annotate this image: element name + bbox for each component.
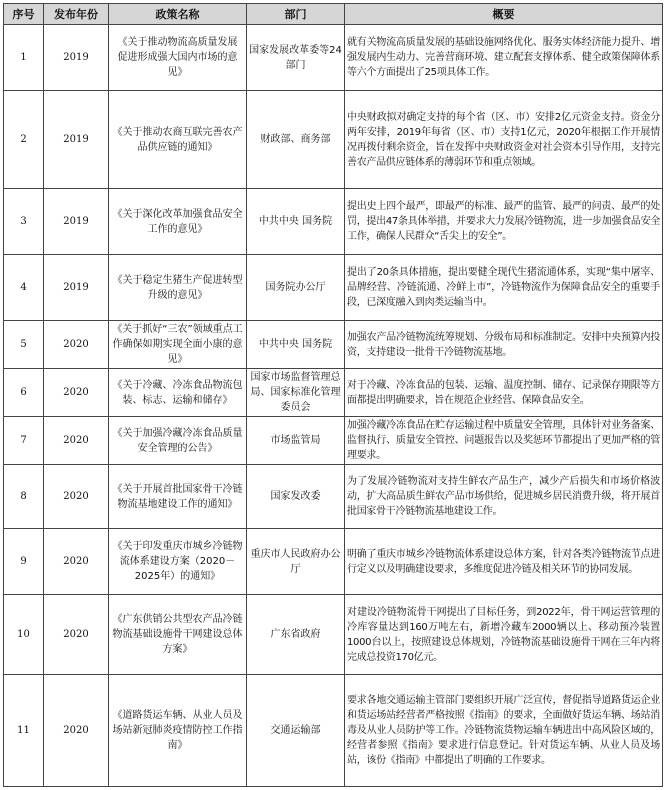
table-row <box>4 529 663 595</box>
row-department: 国家发改委 <box>247 465 345 529</box>
table-row <box>4 595 663 675</box>
header-summary: 概要 <box>345 4 663 25</box>
row-summary: 中央财政拟对确定支持的每个省（区、市）安排2亿元资金支持。资金分两年安排，2019年每省（区、市）支持1亿元，2020年根据工作开展情况再拨付剩余资金，旨在发挥中央财政资金对社会资本引导作用，支持完善农产品供应链体系的薄弱环节和重点领域。 <box>345 91 663 189</box>
row-year: 2020 <box>44 465 109 529</box>
row-summary: 提出史上四个最严，即最严的标准、最严的监管、最严的问责、最严的处罚，提出47条具体举措，并要求大力发展冷链物流，进一步加强食品安全工作，确保人民群众“舌尖上的安全”。 <box>345 189 663 255</box>
table-row <box>4 675 663 787</box>
table-row <box>4 25 663 91</box>
row-policy-name: 《关于印发重庆市城乡冷链物流体系建设方案（2020－2025年）的通知》 <box>109 529 247 595</box>
row-year: 2019 <box>44 189 109 255</box>
row-year: 2019 <box>44 25 109 91</box>
row-department: 重庆市人民政府办公厅 <box>247 529 345 595</box>
row-policy-name: 《关于推动物流高质量发展 促进形成强大国内市场的意见》 <box>109 25 247 91</box>
row-serial: 3 <box>4 189 44 255</box>
row-year: 2020 <box>44 369 109 417</box>
row-department: 财政部、商务部 <box>247 91 345 189</box>
row-serial: 6 <box>4 369 44 417</box>
row-year: 2020 <box>44 675 109 787</box>
header-policy-name: 政策名称 <box>109 4 247 25</box>
row-serial: 4 <box>4 255 44 321</box>
row-policy-name: 《关于开展首批国家骨干冷链物流基地建设工作的通知》 <box>109 465 247 529</box>
table-row <box>4 369 663 417</box>
table-row <box>4 91 663 189</box>
row-policy-name: 《关于冷藏、冷冻食品物流包装、标志、运输和储存》 <box>109 369 247 417</box>
row-year: 2020 <box>44 595 109 675</box>
row-year: 2020 <box>44 417 109 465</box>
row-summary: 加强农产品冷链物流统筹规划、分级布局和标准制定。安排中央预算内投资，支持建设一批骨干冷链物流基地。 <box>345 321 663 369</box>
header-serial: 序号 <box>4 4 44 25</box>
policy-table <box>3 3 663 787</box>
row-serial: 1 <box>4 25 44 91</box>
row-policy-name: 《广东供销公共型农产品冷链物流基础设施骨干网建设总体方案》 <box>109 595 247 675</box>
table-row <box>4 465 663 529</box>
table-row <box>4 321 663 369</box>
row-policy-name: 《道路货运车辆、从业人员及场站新冠肺炎疫情防控工作指南》 <box>109 675 247 787</box>
row-summary: 明确了重庆市城乡冷链物流体系建设总体方案，针对各类冷链物流节点进行定义以及明确建设要求，多维度促进冷链及相关环节的协同发展。 <box>345 529 663 595</box>
row-policy-name: 《关于稳定生猪生产促进转型升级的意见》 <box>109 255 247 321</box>
row-summary: 对于冷藏、冷冻食品的包装、运输、温度控制、储存、记录保存期限等方面都提出明确要求，旨在规范企业经营、保障食品安全。 <box>345 369 663 417</box>
row-summary: 就有关物流高质量发展的基础设施网络优化、服务实体经济能力提升、增强发展内生动力、完善营商环境、建立配套支撑体系、健全政策保障体系等六个方面提出了25项具体工作。 <box>345 25 663 91</box>
row-serial: 8 <box>4 465 44 529</box>
row-policy-name: 《关于加强冷藏冷冻食品质量安全管理的公告》 <box>109 417 247 465</box>
header-row <box>4 4 663 25</box>
header-year: 发布年份 <box>44 4 109 25</box>
table-row <box>4 255 663 321</box>
row-policy-name: 《关于推动农商互联完善农产品供应链的通知》 <box>109 91 247 189</box>
row-policy-name: 《关于深化改革加强食品安全工作的意见》 <box>109 189 247 255</box>
row-serial: 10 <box>4 595 44 675</box>
row-summary: 要求各地交通运输主管部门要组织开展广泛宣传，督促指导道路货运企业和货运场站经营者严格按照《指南》的要求，全面做好货运车辆、场站消毒及从业人员防护等工作。冷链物流货物运输车辆进出中高风险区域的，经营者参照《指南》要求进行信息登记。针对货运车辆、从业人员及场站，该份《指南》中都提出了明确的工作要求。 <box>345 675 663 787</box>
row-department: 交通运输部 <box>247 675 345 787</box>
row-serial: 9 <box>4 529 44 595</box>
table-row <box>4 417 663 465</box>
row-department: 市场监管局 <box>247 417 345 465</box>
row-year: 2019 <box>44 255 109 321</box>
row-summary: 对建设冷链物流骨干网提出了目标任务，到2022年，骨干网运营管理的冷库容量达到160万吨左右，新增冷藏车2000辆以上、移动预冷装置1000台以上，按照建设总体规划，冷链物流基础设施骨干网在三年内将完成总投资170亿元。 <box>345 595 663 675</box>
row-year: 2019 <box>44 91 109 189</box>
row-department: 中共中央 国务院 <box>247 189 345 255</box>
row-year: 2020 <box>44 321 109 369</box>
table-row <box>4 189 663 255</box>
row-department: 国家发展改革委等24部门 <box>247 25 345 91</box>
row-serial: 5 <box>4 321 44 369</box>
row-serial: 11 <box>4 675 44 787</box>
header-department: 部门 <box>247 4 345 25</box>
row-department: 广东省政府 <box>247 595 345 675</box>
row-summary: 提出了20条具体措施，提出要健全现代生猪流通体系，实现“集中屠宰、品牌经营、冷链流通、冷鲜上市”，冷链物流作为保障食品安全的重要手段，已深度融入到肉类运输当中。 <box>345 255 663 321</box>
row-department: 中共中央 国务院 <box>247 321 345 369</box>
row-department: 国家市场监督管理总局、国家标准化管理委员会 <box>247 369 345 417</box>
row-policy-name: 《关于抓好“三农”领域重点工作确保如期实现全面小康的意见》 <box>109 321 247 369</box>
row-department: 国务院办公厅 <box>247 255 345 321</box>
row-year: 2020 <box>44 529 109 595</box>
row-summary: 加强冷藏冷冻食品在贮存运输过程中质量安全管理，具体针对业务备案、监督执行、质量安全管控、问题报告以及奖惩环节都提出了更加严格的管理要求。 <box>345 417 663 465</box>
row-serial: 7 <box>4 417 44 465</box>
row-summary: 为了发展冷链物流对支持生鲜农产品生产，减少产后损失和市场价格波动，扩大高品质生鲜农产品市场供给，促进城乡居民消费升级，将开展首批国家骨干冷链物流基地建设工作。 <box>345 465 663 529</box>
row-serial: 2 <box>4 91 44 189</box>
